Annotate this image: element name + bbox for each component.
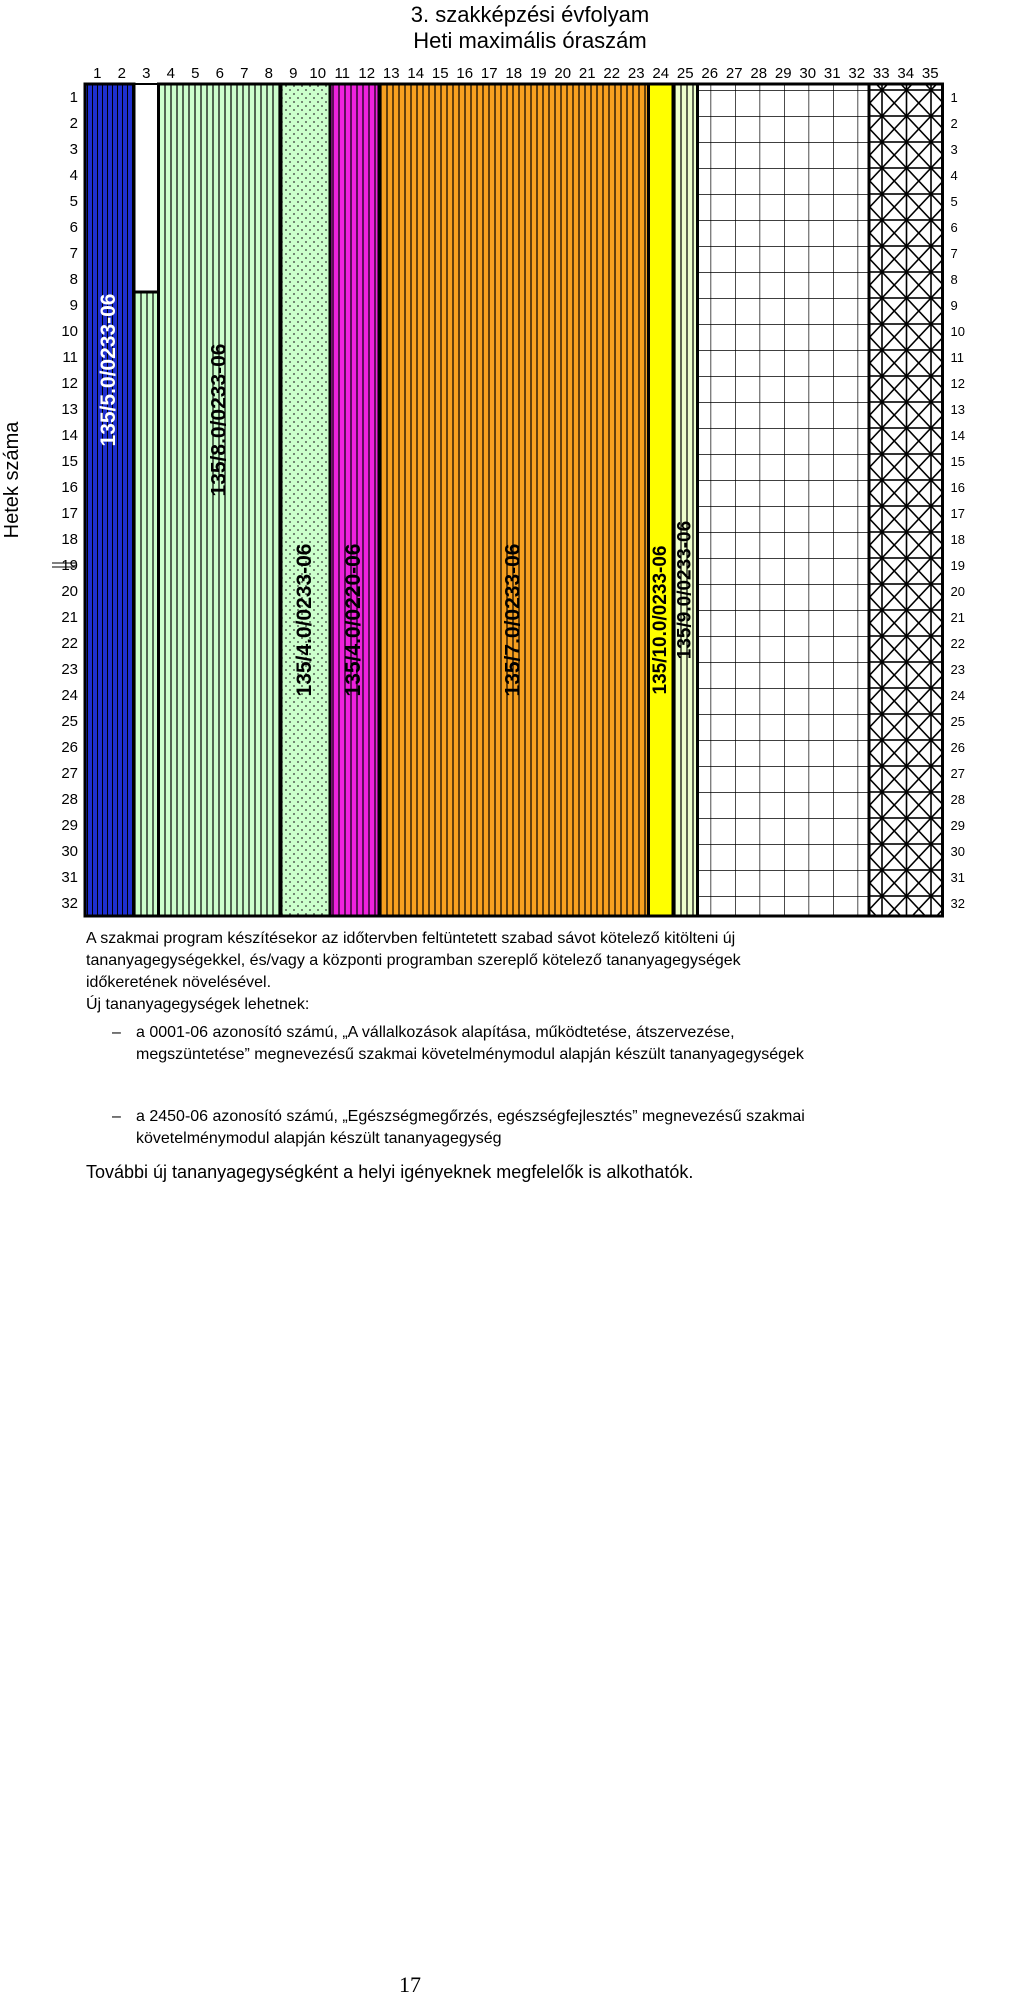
paragraph-closing: További új tananyagegységként a helyi igényeknek megfelelők is alkothatók. bbox=[86, 1162, 694, 1182]
chart-title-line2: Heti maximális óraszám bbox=[413, 28, 647, 53]
x-tick-label: 2 bbox=[117, 65, 126, 82]
x-tick-label: 11 bbox=[334, 65, 351, 82]
y-tick-label-left: 8 bbox=[69, 271, 78, 288]
schedule-chart bbox=[0, 64, 965, 924]
y-tick-label-right: 30 bbox=[950, 844, 965, 859]
paragraph-intro-line2: tananyagegységekkel, és/vagy a központi programban szereplő kötelező tananyagegységek bbox=[86, 952, 741, 969]
x-tick-label: 14 bbox=[407, 65, 425, 82]
y-tick-label-right: 15 bbox=[950, 454, 965, 469]
y-tick-label-right: 3 bbox=[950, 142, 958, 157]
x-tick-label: 31 bbox=[823, 65, 841, 82]
x-tick-label: 27 bbox=[725, 65, 743, 82]
block-pattern bbox=[281, 84, 330, 916]
x-tick-label: 21 bbox=[578, 65, 596, 82]
block-pattern bbox=[85, 84, 134, 916]
x-tick-label: 16 bbox=[456, 65, 474, 82]
y-tick-label-right: 10 bbox=[950, 324, 965, 339]
x-tick-label: 15 bbox=[431, 65, 449, 82]
y-tick-label-left: 7 bbox=[69, 245, 78, 262]
bullet-1-line2: megszüntetése” megnevezésű szakmai követelménymodul alapján készült tananyagegységek bbox=[136, 1046, 804, 1063]
y-tick-label-left: 27 bbox=[61, 765, 78, 782]
block-label: 135/8.0/0233-06 bbox=[207, 343, 231, 497]
y-tick-label-left: 3 bbox=[69, 141, 78, 158]
y-tick-label-left: 10 bbox=[61, 323, 78, 340]
y-tick-label-right: 31 bbox=[950, 870, 965, 885]
y-tick-label-left: 30 bbox=[61, 843, 78, 860]
x-tick-label: 7 bbox=[240, 65, 249, 82]
y-tick-label-left: 26 bbox=[61, 739, 78, 756]
bullet-dash: – bbox=[112, 1108, 121, 1125]
y-axis-label: Hetek száma bbox=[1, 421, 23, 539]
block-pattern bbox=[330, 84, 379, 916]
x-tick-label: 32 bbox=[848, 65, 866, 82]
x-tick-label: 29 bbox=[774, 65, 792, 82]
block-label: 135/4.0/0233-06 bbox=[293, 543, 317, 697]
x-tick-label: 19 bbox=[529, 65, 547, 82]
bullet-1-line1: a 0001-06 azonosító számú, „A vállalkozások alapítása, működtetése, átszervezése, bbox=[136, 1024, 735, 1041]
block-pattern bbox=[134, 292, 159, 916]
x-tick-label: 6 bbox=[215, 65, 224, 82]
y-tick-label-left: 32 bbox=[61, 895, 78, 912]
y-tick-label-right: 8 bbox=[950, 272, 958, 287]
x-tick-label: 8 bbox=[264, 65, 273, 82]
y-tick-label-right: 1 bbox=[950, 90, 958, 105]
y-tick-label-right: 23 bbox=[950, 662, 965, 677]
y-tick-label-right: 21 bbox=[950, 610, 965, 625]
y-tick-label-right: 19 bbox=[950, 558, 965, 573]
x-tick-label: 26 bbox=[701, 65, 719, 82]
x-tick-label: 9 bbox=[289, 65, 298, 82]
block-label: 135/4.0/0220-06 bbox=[342, 543, 366, 697]
y-tick-label-right: 7 bbox=[950, 246, 958, 261]
y-tick-label-left: 17 bbox=[61, 505, 78, 522]
block-fill bbox=[649, 84, 674, 916]
block-label: 135/7.0/0233-06 bbox=[501, 543, 525, 697]
y-tick-label-left: 5 bbox=[69, 193, 78, 210]
y-tick-label-left: 18 bbox=[61, 531, 78, 548]
paragraph-intro-line3: időkeretének növelésével. bbox=[86, 974, 272, 991]
x-tick-label: 3 bbox=[142, 65, 151, 82]
x-tick-label: 24 bbox=[652, 65, 670, 82]
block-pattern bbox=[869, 84, 943, 916]
y-tick-label-left: 21 bbox=[61, 609, 78, 626]
y-tick-label-left: 14 bbox=[61, 427, 78, 444]
x-tick-label: 33 bbox=[872, 65, 890, 82]
paragraph-intro-line1: A szakmai program készítésekor az időtervben feltüntetett szabad sávot kötelező kitölteni új bbox=[86, 930, 736, 947]
y-tick-label-left: 20 bbox=[61, 583, 78, 600]
y-tick-label-right: 16 bbox=[950, 480, 965, 495]
y-tick-label-right: 20 bbox=[950, 584, 965, 599]
y-tick-label-right: 26 bbox=[950, 740, 965, 755]
y-tick-label-right: 6 bbox=[950, 220, 958, 235]
y-tick-label-left: 28 bbox=[61, 791, 78, 808]
bullet-dash: – bbox=[112, 1024, 121, 1041]
block-label: 135/5.0/0233-06 bbox=[97, 293, 121, 447]
chart-title-line1: 3. szakképzési évfolyam bbox=[410, 2, 650, 27]
y-tick-label-left: 15 bbox=[61, 453, 78, 470]
x-tick-label: 10 bbox=[309, 65, 327, 82]
block-pattern bbox=[159, 84, 282, 916]
y-tick-label-left: 2 bbox=[69, 115, 78, 132]
y-tick-label-left: 22 bbox=[61, 635, 78, 652]
x-tick-label: 30 bbox=[799, 65, 817, 82]
y-tick-label-left: 12 bbox=[61, 375, 78, 392]
x-tick-label: 18 bbox=[505, 65, 523, 82]
y-tick-label-left: 25 bbox=[61, 713, 78, 730]
block-label: 135/10.0/0233-06 bbox=[649, 545, 671, 695]
y-tick-label-right: 5 bbox=[950, 194, 958, 209]
y-tick-label-right: 14 bbox=[950, 428, 965, 443]
y-tick-label-right: 17 bbox=[950, 506, 965, 521]
x-tick-label: 1 bbox=[93, 65, 102, 82]
y-tick-label-left: 13 bbox=[61, 401, 78, 418]
paragraph-new-units: Új tananyagegységek lehetnek: bbox=[86, 996, 310, 1013]
y-tick-label-right: 28 bbox=[950, 792, 965, 807]
y-tick-label-left: 4 bbox=[69, 167, 78, 184]
x-tick-label: 22 bbox=[603, 65, 621, 82]
y-tick-label-right: 4 bbox=[950, 168, 958, 183]
y-tick-label-right: 18 bbox=[950, 532, 965, 547]
x-tick-label: 25 bbox=[676, 65, 694, 82]
x-tick-label: 20 bbox=[554, 65, 572, 82]
y-tick-label-right: 24 bbox=[950, 688, 965, 703]
x-tick-label: 28 bbox=[750, 65, 768, 82]
x-tick-label: 17 bbox=[480, 65, 498, 82]
x-tick-label: 34 bbox=[897, 65, 915, 82]
bullet-2-line2: követelménymodul alapján készült tananyagegység bbox=[136, 1130, 502, 1147]
y-tick-label-left: 24 bbox=[61, 687, 78, 704]
x-tick-label: 23 bbox=[627, 65, 645, 82]
y-tick-label-left: 16 bbox=[61, 479, 78, 496]
x-tick-label: 35 bbox=[921, 65, 939, 82]
y-tick-label-right: 9 bbox=[950, 298, 958, 313]
y-tick-label-right: 25 bbox=[950, 714, 965, 729]
y-tick-label-left: 6 bbox=[69, 219, 78, 236]
y-tick-label-left: 9 bbox=[69, 297, 78, 314]
x-tick-label: 12 bbox=[358, 65, 376, 82]
block-label: 135/9.0/0233-06 bbox=[674, 520, 696, 660]
x-tick-label: 4 bbox=[166, 65, 175, 82]
y-tick-label-right: 27 bbox=[950, 766, 965, 781]
y-tick-label-right: 29 bbox=[950, 818, 965, 833]
bullet-2-line1: a 2450-06 azonosító számú, „Egészségmegőrzés, egészségfejlesztés” megnevezésű szakmai bbox=[136, 1108, 805, 1125]
page-number: 17 bbox=[399, 1972, 421, 1997]
block-pattern bbox=[673, 84, 698, 916]
y-tick-label-right: 13 bbox=[950, 402, 965, 417]
block-pattern bbox=[379, 84, 649, 916]
y-tick-label-right: 11 bbox=[950, 350, 964, 365]
y-tick-label-left: 23 bbox=[61, 661, 78, 678]
x-tick-label: 13 bbox=[382, 65, 400, 82]
y-tick-label-right: 2 bbox=[950, 116, 958, 131]
y-tick-label-left: 11 bbox=[62, 349, 78, 366]
x-tick-label: 5 bbox=[191, 65, 200, 82]
block-pattern bbox=[698, 84, 870, 916]
y-tick-label-left: 1 bbox=[69, 89, 78, 106]
y-tick-label-left: 29 bbox=[61, 817, 78, 834]
y-tick-label-left: 31 bbox=[61, 869, 78, 886]
y-tick-label-right: 22 bbox=[950, 636, 965, 651]
y-tick-label-right: 12 bbox=[950, 376, 965, 391]
y-tick-label-left: 19 bbox=[61, 557, 78, 574]
y-tick-label-right: 32 bbox=[950, 896, 965, 911]
